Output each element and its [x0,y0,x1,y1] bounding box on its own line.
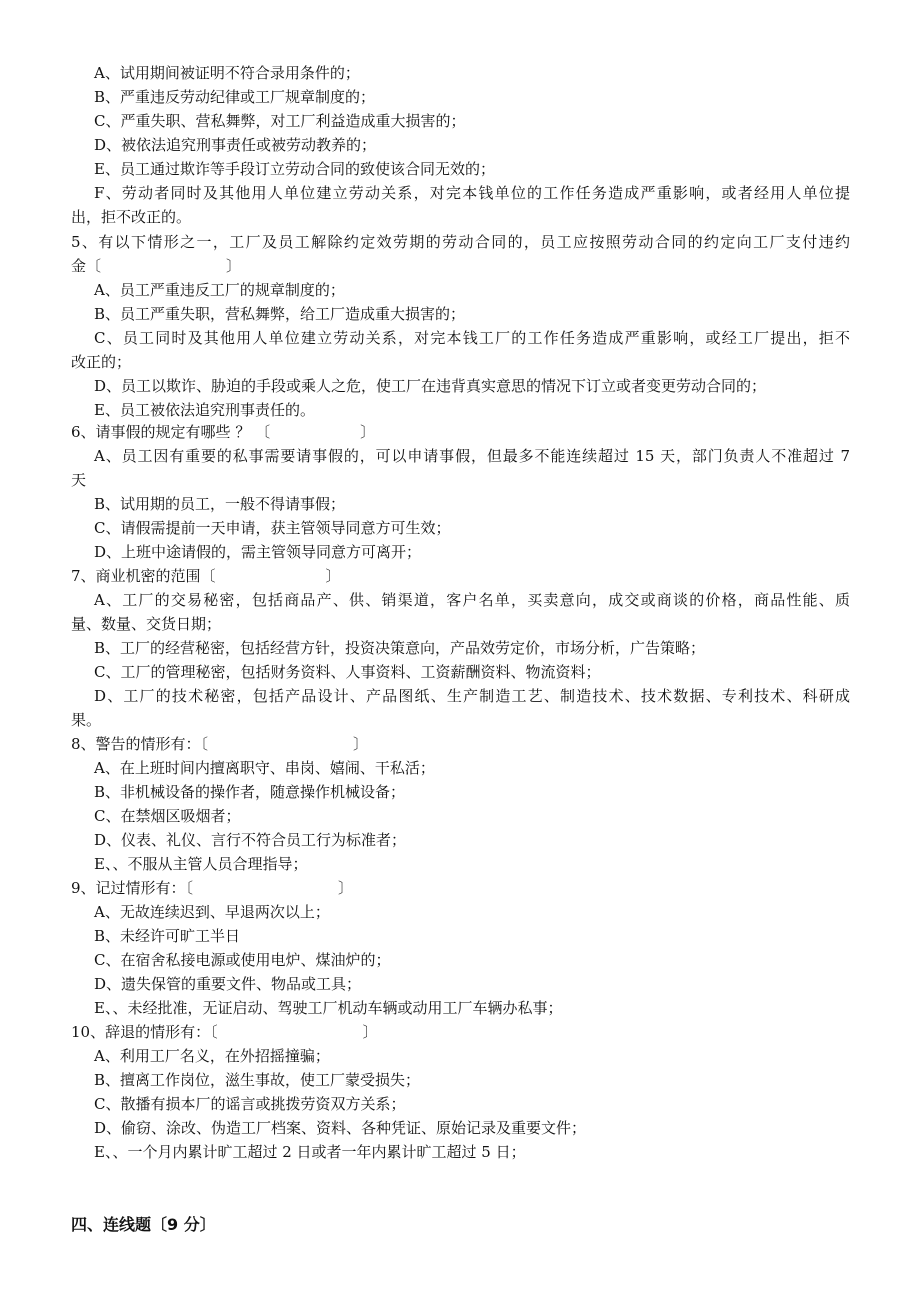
q4-option-d: D、被依法追究刑事责任或被劳动教养的； [94,136,377,154]
q9-option-c: C、在宿舍私接电源或使用电炉、煤油炉的； [94,951,391,969]
q5-question-start: 金〔 [71,257,102,275]
q4-option-f-cont: 出，拒不改正的。 [71,208,192,226]
q6-question-start: 6、请事假的规定有哪些 ？ 〔 [71,423,271,441]
q6-option-d: D、上班中途请假的，需主管领导同意方可离开； [94,543,422,561]
q10-question-start: 10、辞退的情形有：〔 [71,1023,218,1041]
q10-option-d: D、偷窃、涂改、伪造工厂档案、资料、各种凭证、原始记录及重要文件； [94,1119,587,1137]
q10-option-c: C、散播有损本厂的谣言或挑拨劳资双方关系； [94,1095,406,1113]
q8-option-c: C、在禁烟区吸烟者； [94,807,241,825]
q6-option-a: A、员工因有重要的私事需要请事假的，可以申请事假，但最多不能连续超过 15 天，部门负责人不准超过 7 [94,447,850,465]
q5-question: 5、有以下情形之一，工厂及员工解除约定效劳期的劳动合同的，员工应按照劳动合同的约定向工厂支付违约 [71,233,850,251]
q9-option-a: A、无故连续迟到、早退两次以上； [94,903,330,921]
q5-question-end: 〕 [226,257,242,275]
q7-option-a-cont: 量、数量、交货日期； [71,615,222,633]
q10-option-a: A、利用工厂名义，在外招摇撞骗； [94,1047,330,1065]
q6-option-c: C、请假需提前一天申请，获主管领导同意方可生效； [94,519,451,537]
q10-question [71,1022,378,1042]
q7-option-d-cont: 果。 [71,711,102,729]
q5-option-d: D、员工以欺诈、胁迫的手段或乘人之危，使工厂在违背真实意思的情况下订立或者变更劳动合同的； [94,377,767,395]
q9-question [71,878,353,898]
q9-option-d: D、遗失保管的重要文件、物品或工具； [94,975,362,993]
q9-question-end: 〕 [338,879,354,897]
q5-question-cont [71,256,241,276]
q5-option-c: C、员工同时及其他用人单位建立劳动关系，对完本钱工厂的工作任务造成严重影响，或经工厂提出，拒不 [94,329,850,347]
q6-option-b: B、试用期的员工，一般不得请事假； [94,495,346,513]
q7-option-d: D、工厂的技术秘密，包括产品设计、产品图纸、生产制造工艺、制造技术、技术数据、专利技术、科研成 [94,687,850,705]
q7-option-c: C、工厂的管理秘密，包括财务资料、人事资料、工资薪酬资料、物流资料； [94,663,601,681]
q5-option-b: B、员工严重失职，营私舞弊，给工厂造成重大损害的； [94,305,466,323]
q7-option-b: B、工厂的经营秘密，包括经营方针，投资决策意向，产品效劳定价，市场分析，广告策略； [94,639,706,657]
q6-question-end: 〕 [360,423,376,441]
q8-option-b: B、非机械设备的操作者，随意操作机械设备； [94,783,406,801]
q4-option-b: B、严重违反劳动纪律或工厂规章制度的； [94,88,376,106]
q5-option-a: A、员工严重违反工厂的规章制度的； [94,281,345,299]
q7-question-end: 〕 [325,567,341,585]
q4-option-f: F、劳动者同时及其他用人单位建立劳动关系，对完本钱单位的工作任务造成严重影响，或者经用人单位提 [94,184,850,202]
q4-option-e: E、员工通过欺诈等手段订立劳动合同的致使该合同无效的； [94,160,495,178]
q10-option-b: B、擅离工作岗位，滋生事故，使工厂蒙受损失； [94,1071,421,1089]
q7-question-start: 7、商业机密的范围〔 [71,567,216,585]
q6-question [71,422,375,442]
q5-option-c-cont: 改正的； [71,353,132,371]
q7-question [71,566,341,586]
q7-option-a: A、工厂的交易秘密，包括商品产、供、销渠道，客户名单，买卖意向，成交或商谈的价格，商品性能、质 [94,591,850,609]
q8-question-end: 〕 [353,735,369,753]
q8-question-start: 8、警告的情形有：〔 [71,735,209,753]
q9-question-start: 9、记过情形有：〔 [71,879,194,897]
q8-question [71,734,368,754]
section-title: 四、连线题〔9 分〕 [71,1215,216,1234]
q9-option-e: E、、未经批准，无证启动、驾驶工厂机动车辆或动用工厂车辆办私事； [94,999,563,1017]
q10-option-e: E、、一个月内累计旷工超过 2 日或者一年内累计旷工超过 5 日； [94,1143,526,1161]
q10-question-end: 〕 [362,1023,378,1041]
q8-option-a: A、在上班时间内擅离职守、串岗、嬉闹、干私活； [94,759,435,777]
q9-option-b: B、未经许可旷工半日 [94,927,241,945]
q8-option-e: E、、不服从主管人员合理指导； [94,855,308,873]
q6-option-a-cont: 天 [71,471,87,489]
q4-option-a: A、试用期间被证明不符合录用条件的； [94,64,360,82]
q5-option-e: E、员工被依法追究刑事责任的。 [94,401,315,419]
q8-option-d: D、仪表、礼仪、言行不符合员工行为标准者； [94,831,407,849]
q4-option-c: C、严重失职、营私舞弊，对工厂利益造成重大损害的； [94,112,466,130]
